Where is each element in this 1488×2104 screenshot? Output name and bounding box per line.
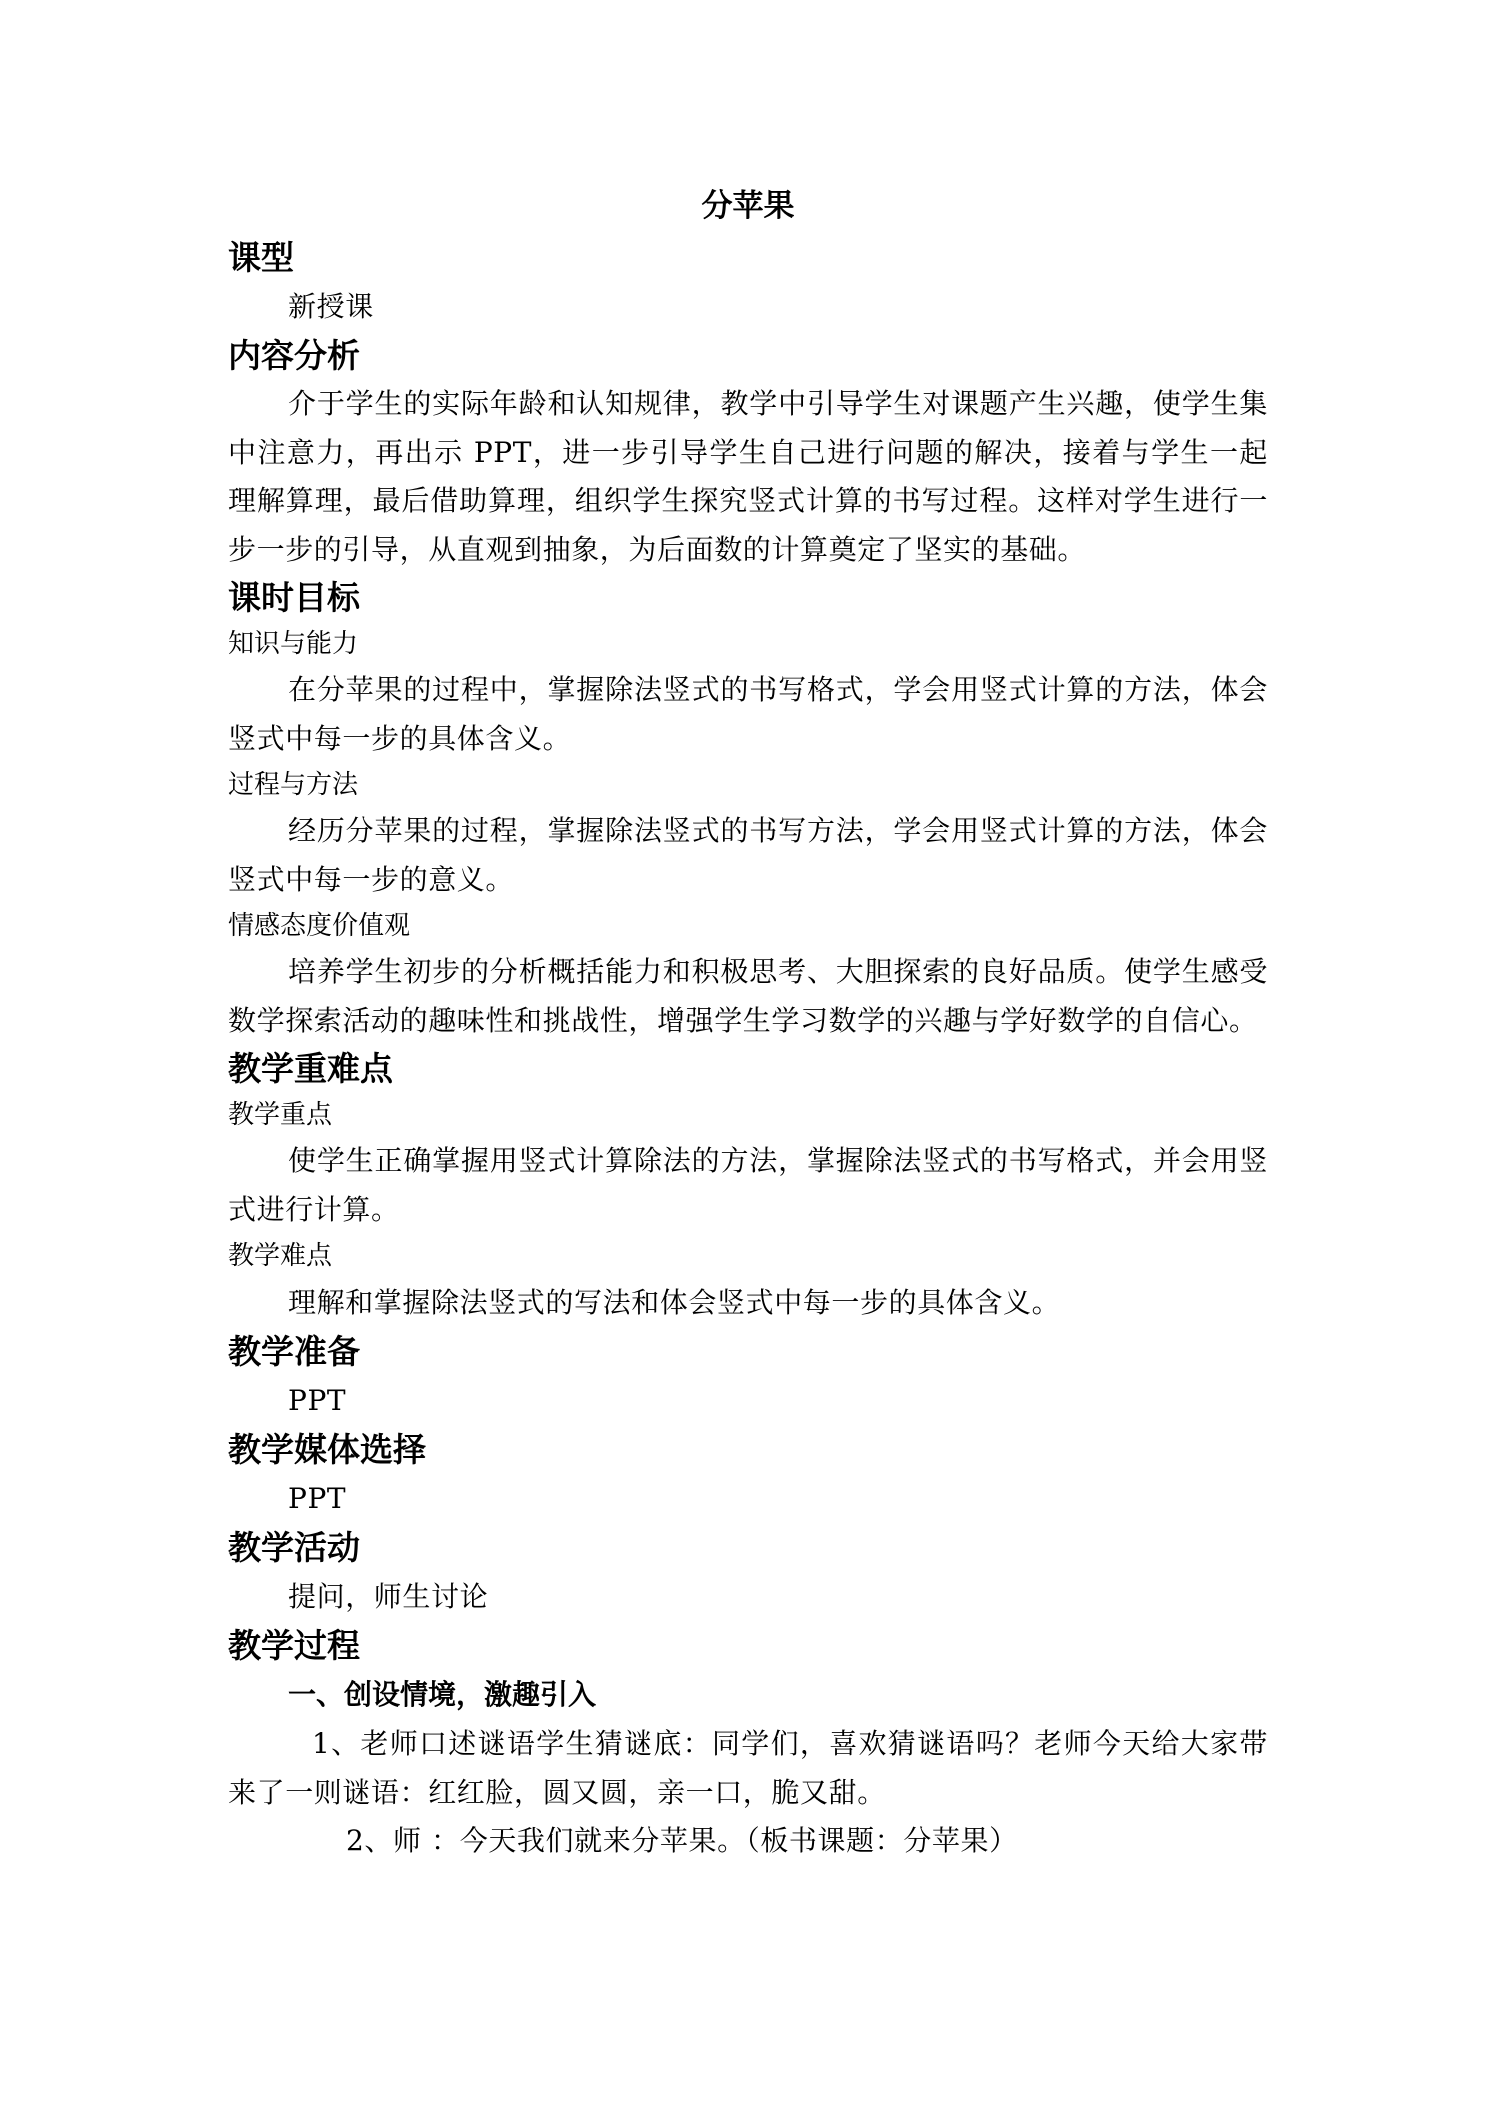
document-page <box>228 178 1268 1866</box>
section-heading-content-analysis: 内容分析 <box>228 336 360 375</box>
process-method-text: 经历分苹果的过程，掌握除法竖式的书写方法，学会用竖式计算的方法，体会竖式中每一步的意义。 <box>228 814 1268 896</box>
activities-text: 提问，师生讨论 <box>288 1580 489 1613</box>
difficulty-text: 理解和掌握除法竖式的写法和体会竖式中每一步的具体含义。 <box>288 1286 1061 1319</box>
content-analysis-text: 介于学生的实际年龄和认知规律，教学中引导学生对课题产生兴趣，使学生集中注意力，再出示 PPT，进一步引导学生自己进行问题的解决，接着与学生一起理解算理，最后借助算理，组织学生探究竖式计算的书写过程。这样对学生进行一步一步的引导，从直观到抽象，为后面数的计算奠定了坚实的基础。 <box>228 387 1268 566</box>
emotion-text: 培养学生初步的分析概括能力和积极思考、大胆探索的良好品质。使学生感受数学探索活动的趣味性和挑战性，增强学生学习数学的兴趣与学好数学的自信心。 <box>228 955 1268 1037</box>
focus-text: 使学生正确掌握用竖式计算除法的方法，掌握除法竖式的书写格式，并会用竖式进行计算。 <box>228 1144 1268 1226</box>
lesson-type-text: 新授课 <box>288 290 374 323</box>
section-heading-lesson-type: 课型 <box>228 238 294 277</box>
section-heading-activities: 教学活动 <box>228 1528 360 1567</box>
section-heading-media: 教学媒体选择 <box>228 1430 426 1469</box>
media-text: PPT <box>288 1482 347 1515</box>
subheading-emotion: 情感态度价值观 <box>228 911 411 941</box>
section-heading-preparation: 教学准备 <box>228 1332 360 1371</box>
process-item-2: 2、师 ：今天我们就来分苹果。（板书课题：分苹果） <box>346 1824 1018 1857</box>
subheading-process-method: 过程与方法 <box>228 770 359 800</box>
process-item-1: 1、老师口述谜语学生猜谜底：同学们，喜欢猜谜语吗？老师今天给大家带来了一则谜语：红红脸，圆又圆，亲一口，脆又甜。 <box>228 1727 1268 1809</box>
step-heading-1: 一、创设情境，激趣引入 <box>288 1678 597 1711</box>
section-heading-teaching-process: 教学过程 <box>228 1626 360 1665</box>
section-heading-objectives: 课时目标 <box>228 578 360 617</box>
subheading-difficulty: 教学难点 <box>228 1241 333 1271</box>
preparation-text: PPT <box>288 1384 347 1417</box>
knowledge-text: 在分苹果的过程中，掌握除法竖式的书写格式，学会用竖式计算的方法，体会竖式中每一步的具体含义。 <box>228 673 1268 755</box>
subheading-knowledge: 知识与能力 <box>228 629 359 659</box>
document-title: 分苹果 <box>701 188 795 224</box>
subheading-focus: 教学重点 <box>228 1100 333 1130</box>
section-heading-key-points: 教学重难点 <box>228 1049 393 1088</box>
